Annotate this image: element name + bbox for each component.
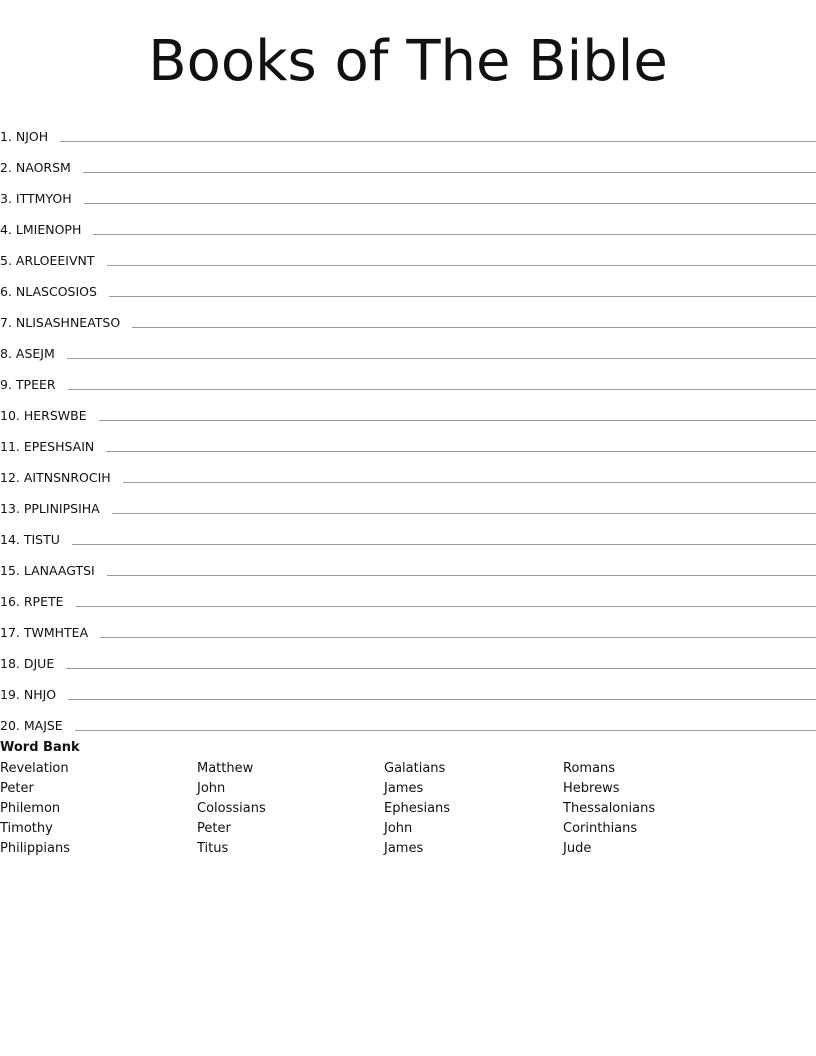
question-item xyxy=(0,114,816,145)
answer-line[interactable] xyxy=(72,543,816,545)
question-label: 18. DJUE xyxy=(0,656,55,671)
answer-line[interactable] xyxy=(112,512,816,514)
word-bank-word: John xyxy=(384,821,413,836)
question-item xyxy=(0,331,816,362)
question-label: 16. RPETE xyxy=(0,594,64,609)
answer-line[interactable] xyxy=(84,202,816,204)
answer-line[interactable] xyxy=(83,171,816,173)
answer-line[interactable] xyxy=(75,729,816,731)
question-label: 12. AITNSNROCIH xyxy=(0,470,111,485)
word-bank-word: Jude xyxy=(563,841,592,856)
question-label: 15. LANAAGTSI xyxy=(0,563,95,578)
question-item xyxy=(0,703,816,734)
word-bank-column xyxy=(384,759,450,859)
question-item xyxy=(0,641,816,672)
question-label: 3. ITTMYOH xyxy=(0,191,72,206)
word-bank-word: Thessalonians xyxy=(563,801,656,816)
answer-line[interactable] xyxy=(99,419,816,421)
word-bank-word: Timothy xyxy=(0,821,53,836)
answer-line[interactable] xyxy=(60,140,816,142)
question-label: 6. NLASCOSIOS xyxy=(0,284,97,299)
question-item xyxy=(0,269,816,300)
answer-line[interactable] xyxy=(66,667,816,669)
question-label: 4. LMIENOPH xyxy=(0,222,82,237)
word-bank-heading: Word Bank xyxy=(0,740,80,755)
word-bank-word: Galatians xyxy=(384,761,446,776)
word-bank-column xyxy=(197,759,266,859)
question-item xyxy=(0,238,816,269)
word-bank-word: John xyxy=(197,781,226,796)
word-bank-word: Peter xyxy=(0,781,34,796)
question-label: 20. MAJSE xyxy=(0,718,63,733)
answer-line[interactable] xyxy=(100,636,816,638)
question-item xyxy=(0,672,816,703)
word-bank-word: Romans xyxy=(563,761,616,776)
answer-line[interactable] xyxy=(107,264,816,266)
answer-line[interactable] xyxy=(107,574,816,576)
word-bank-word: Ephesians xyxy=(384,801,451,816)
question-item xyxy=(0,424,816,455)
question-label: 1. NJOH xyxy=(0,129,49,144)
question-item xyxy=(0,393,816,424)
answer-line[interactable] xyxy=(93,233,816,235)
word-bank-word: Corinthians xyxy=(563,821,638,836)
word-bank-word: Peter xyxy=(197,821,231,836)
word-bank-word: Philippians xyxy=(0,841,71,856)
question-label: 13. PPLINIPSIHA xyxy=(0,501,100,516)
question-item xyxy=(0,548,816,579)
answer-line[interactable] xyxy=(76,605,816,607)
question-label: 14. TISTU xyxy=(0,532,60,547)
word-bank-column xyxy=(0,759,70,859)
word-bank-word: Philemon xyxy=(0,801,61,816)
question-item xyxy=(0,145,816,176)
question-item xyxy=(0,207,816,238)
question-label: 17. TWMHTEA xyxy=(0,625,89,640)
word-bank-word: Hebrews xyxy=(563,781,620,796)
page-title: Books of The Bible xyxy=(148,29,668,94)
question-label: 7. NLISASHNEATSO xyxy=(0,315,121,330)
question-label: 10. HERSWBE xyxy=(0,408,87,423)
question-label: 2. NAORSM xyxy=(0,160,71,175)
word-bank-word: James xyxy=(384,841,424,856)
question-label: 11. EPESHSAIN xyxy=(0,439,95,454)
question-label: 9. TPEER xyxy=(0,377,56,392)
word-bank-word: Revelation xyxy=(0,761,69,776)
word-bank-word: Titus xyxy=(197,841,229,856)
question-label: 19. NHJO xyxy=(0,687,57,702)
question-item xyxy=(0,300,816,331)
question-item xyxy=(0,362,816,393)
question-item xyxy=(0,610,816,641)
word-bank-word: James xyxy=(384,781,424,796)
answer-line[interactable] xyxy=(68,388,816,390)
question-item xyxy=(0,176,816,207)
question-label: 8. ASEJM xyxy=(0,346,55,361)
word-bank-word: Colossians xyxy=(197,801,266,816)
word-bank-column xyxy=(563,759,655,859)
word-bank-grid xyxy=(0,759,816,859)
question-item xyxy=(0,579,816,610)
answer-line[interactable] xyxy=(67,357,816,359)
word-bank-word: Matthew xyxy=(197,761,254,776)
question-item xyxy=(0,486,816,517)
question-list xyxy=(0,114,816,734)
question-item xyxy=(0,517,816,548)
answer-line[interactable] xyxy=(123,481,816,483)
answer-line[interactable] xyxy=(68,698,816,700)
question-item xyxy=(0,455,816,486)
answer-line[interactable] xyxy=(132,326,816,328)
answer-line[interactable] xyxy=(109,295,816,297)
answer-line[interactable] xyxy=(106,450,816,452)
word-bank xyxy=(0,739,816,859)
question-label: 5. ARLOEEIVNT xyxy=(0,253,95,268)
